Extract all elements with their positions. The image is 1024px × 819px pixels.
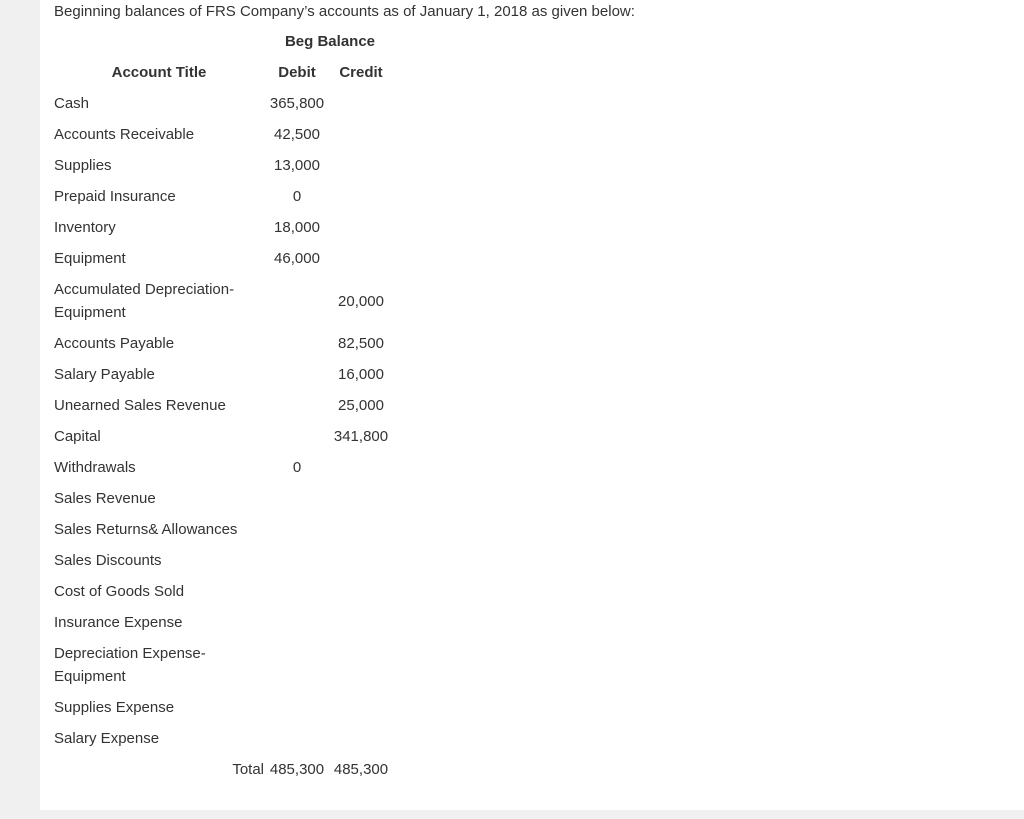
table-row (54, 212, 392, 243)
credit-value (330, 452, 392, 483)
ledger-body (54, 88, 392, 785)
debit-value (268, 483, 326, 514)
table-row (54, 328, 392, 359)
debit-value: 365,800 (269, 95, 325, 112)
total-label: Total (232, 761, 264, 778)
account-title: Accounts Payable (54, 335, 175, 352)
account-title: Sales Revenue (54, 490, 156, 507)
account-title: Sales Discounts (54, 552, 162, 569)
bottom-gutter (0, 810, 1024, 819)
debit-value: 46,000 (274, 250, 320, 267)
debit-value (268, 607, 326, 638)
debit-value (268, 514, 326, 545)
credit-value: 20,000 (338, 292, 384, 310)
table-row (54, 274, 392, 328)
debit-value (268, 723, 326, 754)
table-row (54, 545, 392, 576)
debit-value (268, 576, 326, 607)
total-credit: 485,300 (333, 761, 389, 778)
account-title: Salary Expense (54, 730, 160, 747)
table-row (54, 181, 392, 212)
table-row (54, 514, 392, 545)
account-title: Salary Payable (54, 366, 155, 383)
table-row (54, 607, 392, 638)
account-title: Equipment (54, 250, 126, 267)
table-row (54, 359, 392, 390)
account-title: Accounts Receivable (54, 126, 195, 143)
credit-value (330, 119, 392, 150)
table-row (54, 119, 392, 150)
account-title: Supplies Expense (54, 699, 175, 716)
account-title: Capital (54, 428, 101, 445)
credit-value (330, 607, 392, 638)
credit-value (330, 88, 392, 119)
debit-header: Debit (278, 64, 316, 81)
debit-value (268, 274, 326, 328)
beg-balance-header: Beg Balance (284, 33, 376, 50)
table-row (54, 576, 392, 607)
total-debit: 485,300 (269, 761, 325, 778)
table-row (54, 483, 392, 514)
table-row (54, 421, 392, 452)
debit-value (268, 390, 326, 421)
debit-value (268, 421, 326, 452)
debit-value (268, 692, 326, 723)
account-title-header: Account Title (111, 64, 207, 81)
table-row (54, 88, 392, 119)
debit-value (268, 359, 326, 390)
table-row (54, 452, 392, 483)
account-title: Depreciation Expense-Equipment (54, 645, 206, 685)
table-row (54, 390, 392, 421)
credit-value (330, 243, 392, 274)
debit-value: 0 (292, 188, 302, 205)
table-row (54, 150, 392, 181)
debit-value (268, 545, 326, 576)
credit-value (330, 150, 392, 181)
table-row (54, 638, 392, 692)
debit-value: 18,000 (274, 219, 320, 236)
account-title: Prepaid Insurance (54, 188, 176, 205)
credit-value (330, 576, 392, 607)
credit-value (330, 181, 392, 212)
credit-value (330, 638, 392, 692)
debit-value: 0 (292, 459, 302, 476)
credit-value: 25,000 (338, 397, 384, 414)
credit-value: 16,000 (338, 366, 384, 383)
credit-value (330, 514, 392, 545)
account-title: Supplies (54, 157, 112, 174)
credit-value: 82,500 (338, 335, 384, 352)
debit-value: 42,500 (274, 126, 320, 143)
account-title: Withdrawals (54, 459, 136, 476)
credit-value (330, 483, 392, 514)
account-title: Inventory (54, 219, 116, 236)
credit-value (330, 723, 392, 754)
account-title: Sales Returns& Allowances (54, 521, 238, 538)
table-row (54, 723, 392, 754)
debit-value (268, 638, 326, 692)
account-title: Unearned Sales Revenue (54, 397, 226, 414)
account-title: Cost of Goods Sold (54, 583, 185, 600)
account-title: Accumulated Depreciation-Equipment (54, 281, 235, 321)
content-panel (40, 0, 1024, 810)
account-title: Cash (54, 95, 90, 112)
account-title: Insurance Expense (54, 614, 183, 631)
intro-text: Beginning balances of FRS Company’s accounts as of January 1, 2018 as given below: (54, 3, 635, 20)
credit-value: 341,800 (333, 428, 389, 445)
table-row (54, 692, 392, 723)
debit-value (268, 328, 326, 359)
credit-value (330, 212, 392, 243)
credit-value (330, 545, 392, 576)
debit-value: 13,000 (274, 157, 320, 174)
credit-header: Credit (339, 64, 383, 81)
beginning-balances-table (50, 26, 396, 785)
credit-value (330, 692, 392, 723)
table-row (54, 243, 392, 274)
total-row (54, 754, 392, 785)
